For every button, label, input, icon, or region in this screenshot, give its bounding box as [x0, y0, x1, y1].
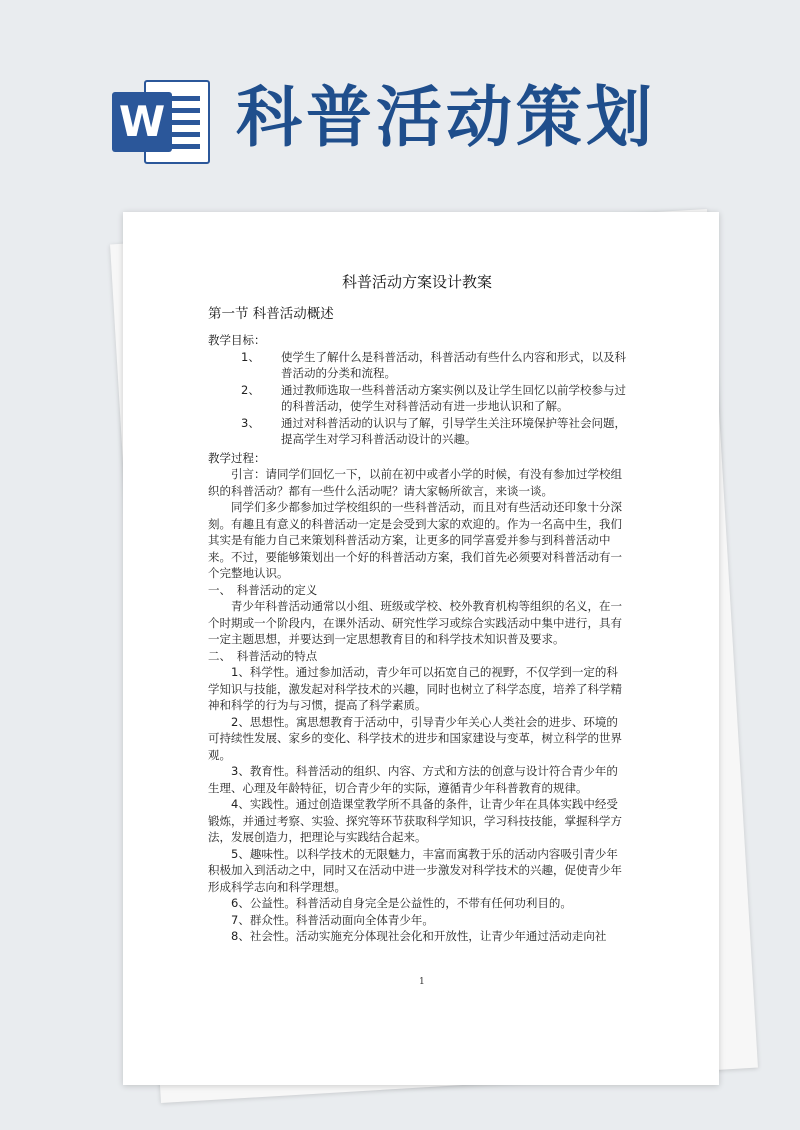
goal-number: 1、 — [241, 349, 260, 364]
subheading: 一、 科普活动的定义 — [208, 582, 318, 597]
paragraph: 5、趣味性。以科学技术的无限魅力，丰富而寓教于乐的活动内容吸引青少年积极加入到活动之中，同时又在活动中进一步激发对科学技术的兴趣，促使青少年形成科学志向和科学理想。 — [208, 846, 622, 894]
goal-text: 通过对科普活动的认识与了解，引导学生关注环境保护等社会问题，提高学生对学习科普活动设计的兴趣。 — [281, 415, 626, 446]
paragraph: 同学们多少都参加过学校组织的一些科普活动，而且对有些活动还印象十分深刻。有趣且有意义的科普活动一定是会受到大家的欢迎的。作为一名高中生，我们其实是有能力自己来策划科普活动方案，让更多的同学喜爱并参与到科普活动中来。不过，要能够策划出一个好的科普活动方案，我们首先必须要对科普活动有一个完整地认识。 — [208, 500, 622, 580]
paragraph: 3、教育性。科普活动的组织、内容、方式和方法的创意与设计符合青少年的生理、心理及年龄特征，切合青少年的实际，遵循青少年科普教育的规律。 — [208, 764, 618, 795]
goal-text: 通过教师选取一些科普活动方案实例以及让学生回忆以前学校参与过的科普活动，使学生对科普活动有进一步地认识和了解。 — [281, 382, 626, 413]
paragraph: 4、实践性。通过创造课堂教学所不具备的条件，让青少年在具体实践中经受锻炼，并通过考察、实验、探究等环节获取科学知识，学习科技技能，掌握科学方法，发展创造力，把理论与实践结合起来。 — [208, 797, 622, 844]
goal-text: 使学生了解什么是科普活动，科普活动有些什么内容和形式，以及科普活动的分类和流程。 — [281, 349, 626, 380]
paragraph: 1、科学性。通过参加活动，青少年可以拓宽自己的视野，不仅学到一定的科学知识与技能，激发起对科学技术的兴趣，同时也树立了科学态度，培养了科学精神和科学的行为与习惯，提高了科学素质。 — [208, 665, 622, 712]
paragraph: 青少年科普活动通常以小组、班级或学校、校外教育机构等组织的名义，在一个时期或一个阶段内，在课外活动、研究性学习或综合实践活动中集中进行，具有一定主题思想，并要达到一定思想教育目的和科学技术知识普及要求。 — [208, 599, 622, 646]
goal-number: 3、 — [241, 415, 260, 430]
process-label: 教学过程： — [208, 450, 266, 465]
word-icon — [112, 80, 210, 164]
paragraph: 7、群众性。科普活动面向全体青少年。 — [231, 912, 434, 927]
document-page — [123, 212, 719, 1085]
page-number: 1 — [419, 977, 425, 987]
goal-item — [208, 415, 626, 448]
paragraph: 8、社会性。活动实施充分体现社会化和开放性，让青少年通过活动走向社 — [231, 929, 607, 943]
subheading: 二、 科普活动的特点 — [208, 648, 318, 663]
page-title: 科普活动策划 — [236, 79, 656, 156]
header — [0, 0, 800, 190]
paragraph: 6、公益性。科普活动自身完全是公益性的，不带有任何功利目的。 — [231, 896, 572, 910]
goal-item — [208, 382, 626, 415]
paragraph: 引言：请同学们回忆一下，以前在初中或者小学的时候，有没有参加过学校组织的科普活动？都有一些什么活动呢？请大家畅所欲言，来谈一谈。 — [208, 467, 622, 498]
goal-item — [208, 349, 626, 382]
document-content — [208, 272, 626, 945]
section-title: 第一节 科普活动概述 — [208, 306, 334, 322]
process-body — [208, 466, 626, 945]
goals-label: 教学目标： — [208, 333, 266, 347]
document-title: 科普活动方案设计教案 — [341, 273, 492, 291]
goals-list — [208, 349, 626, 448]
word-letter: W — [112, 92, 172, 152]
paragraph: 2、思想性。寓思想教育于活动中，引导青少年关心人类社会的进步、环境的可持续性发展、家乡的变化、科学技术的进步和国家建设与变革，树立科学的世界观。 — [208, 714, 622, 762]
goal-number: 2、 — [241, 382, 260, 397]
